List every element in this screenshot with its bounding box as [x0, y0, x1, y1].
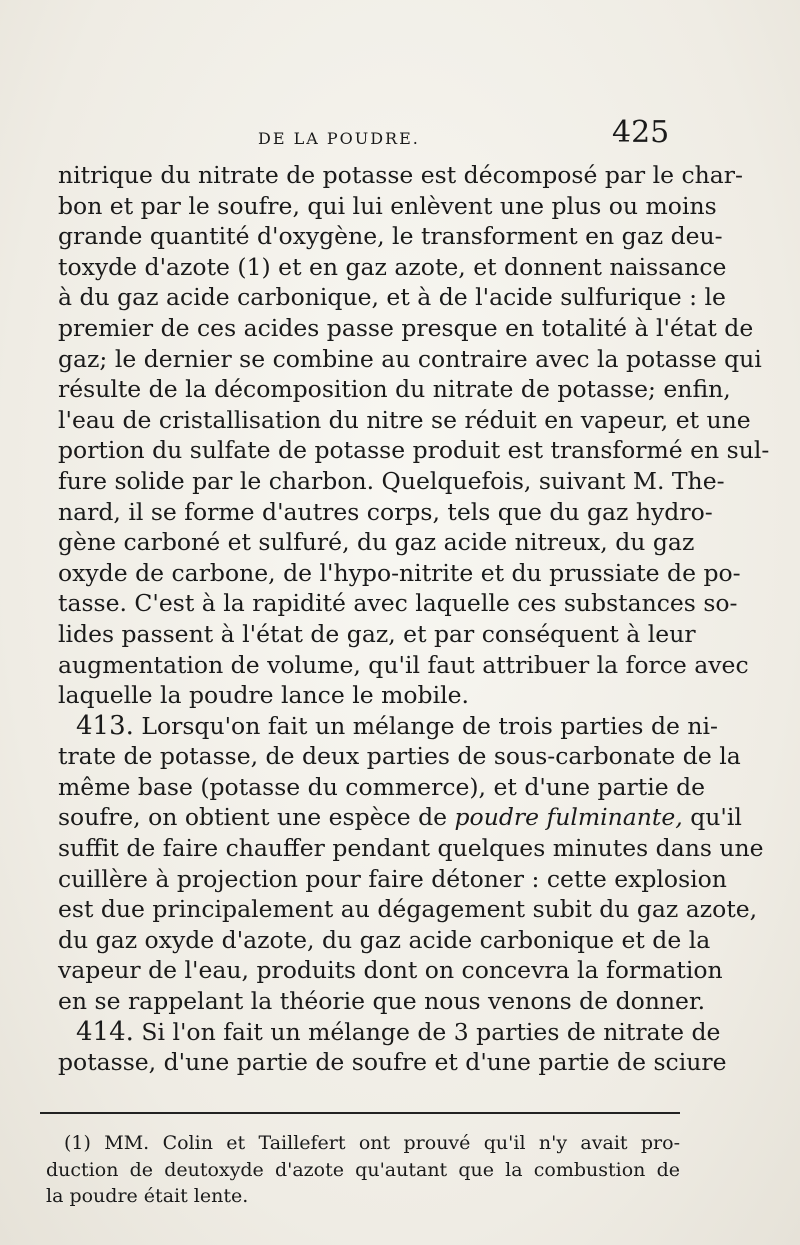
paragraph-number: 413.	[76, 710, 134, 741]
text-line: laquelle la poudre lance le mobile.	[58, 681, 469, 710]
text-line: portion du sulfate de potasse produit est transformé en sul-	[58, 436, 770, 465]
text-line: potasse, d'une partie de soufre et d'une partie de sciure	[58, 1048, 727, 1077]
text-line: lides passent à l'état de gaz, et par conséquent à leur	[58, 619, 696, 648]
text-line: à du gaz acide carbonique, et à de l'acide sulfurique : le	[58, 283, 726, 312]
text-line: du gaz oxyde d'azote, du gaz acide carbonique et de la	[58, 925, 711, 954]
text-line: suffit de faire chauffer pendant quelques minutes dans une	[58, 834, 764, 863]
text-span: qu'il	[682, 803, 742, 832]
footnote-line: la poudre était lente.	[46, 1185, 249, 1207]
footnote-rule	[40, 1112, 680, 1114]
footnote-line: duction de deutoxyde d'azote qu'autant que la combustion de	[46, 1158, 680, 1181]
running-head: DE LA POUDRE.	[258, 129, 420, 148]
text-line: résulte de la décomposition du nitrate de potasse; enfin,	[58, 375, 731, 404]
text-line: nitrique du nitrate de potasse est décomposé par le char-	[58, 161, 743, 189]
page-header	[0, 115, 800, 155]
text-line: gaz; le dernier se combine au contraire avec la potasse qui	[58, 344, 762, 373]
text-span: Lorsqu'on fait un mélange de trois parties de ni-	[141, 711, 718, 740]
text-line: oxyde de carbone, de l'hypo-nitrite et du prussiate de po-	[58, 558, 741, 587]
footnote-line: (1) MM. Colin et Taillefert ont prouvé qu'il n'y avait pro-	[64, 1132, 680, 1154]
text-line: fure solide par le charbon. Quelquefois, suivant M. The-	[58, 466, 725, 495]
page-number: 425	[612, 115, 670, 150]
italic-term: poudre fulminante,	[454, 803, 683, 832]
text-line: même base (potasse du commerce), et d'une partie de	[58, 772, 706, 801]
text-line: trate de potasse, de deux parties de sous-carbonate de la	[58, 742, 741, 771]
text-line: bon et par le soufre, qui lui enlèvent une plus ou moins	[58, 191, 717, 220]
text-line: est due principalement au dégagement subit du gaz azote,	[58, 895, 758, 924]
text-line: augmentation de volume, qu'il faut attribuer la force avec	[58, 650, 749, 679]
text-span: soufre, on obtient une espèce de	[58, 803, 455, 832]
text-line-with-italic	[58, 802, 742, 833]
text-line: cuillère à projection pour faire détoner : cette explosion	[58, 864, 727, 893]
text-line: gène carboné et sulfuré, du gaz acide nitreux, du gaz	[58, 528, 695, 557]
text-line: l'eau de cristallisation du nitre se réduit en vapeur, et une	[58, 405, 751, 434]
text-line: en se rappelant la théorie que nous venons de donner.	[58, 987, 706, 1016]
body-text	[58, 160, 770, 1078]
text-line: tasse. C'est à la rapidité avec laquelle ces substances so-	[58, 589, 738, 618]
text-span: Si l'on fait un mélange de 3 parties de nitrate de	[141, 1017, 721, 1046]
text-line: nard, il se forme d'autres corps, tels que du gaz hydro-	[58, 497, 713, 526]
paragraph-414-first-line	[58, 1016, 721, 1048]
footnote	[46, 1130, 680, 1210]
paragraph-number: 414.	[76, 1016, 134, 1047]
text-line: grande quantité d'oxygène, le transforment en gaz deu-	[58, 222, 723, 251]
text-line: vapeur de l'eau, produits dont on concevra la formation	[58, 956, 723, 985]
text-line: premier de ces acides passe presque en totalité à l'état de	[58, 313, 754, 342]
paragraph-413-first-line	[58, 710, 718, 742]
text-line: toxyde d'azote (1) et en gaz azote, et donnent naissance	[58, 252, 727, 281]
